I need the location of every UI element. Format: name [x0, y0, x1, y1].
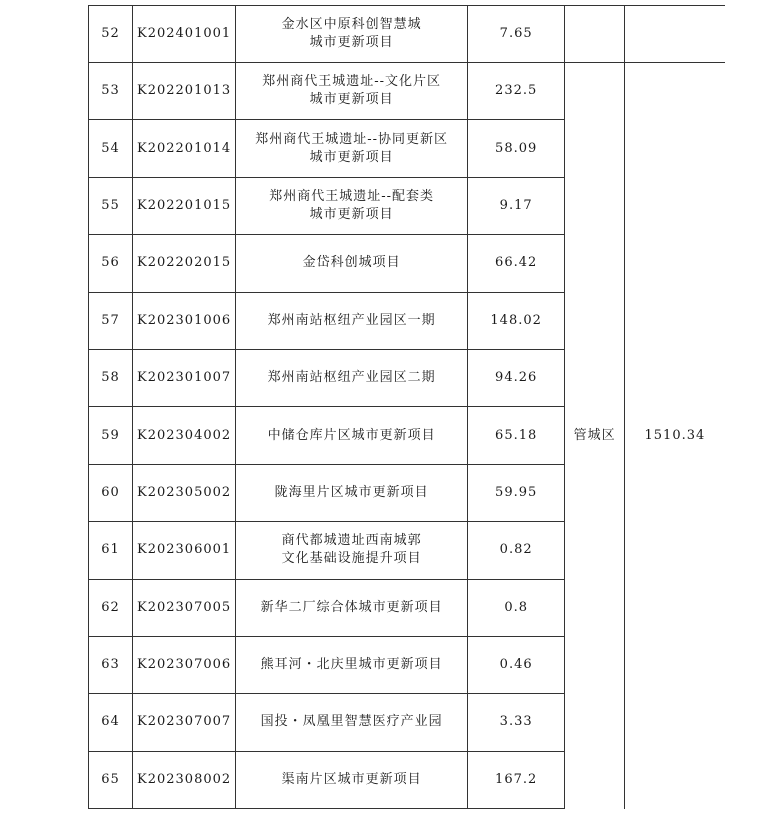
row-number: 52 — [89, 6, 133, 63]
project-name: 中储仓库片区城市更新项目 — [236, 407, 468, 464]
row-number: 57 — [89, 292, 133, 349]
project-area: 167.2 — [468, 751, 565, 808]
row-number: 53 — [89, 63, 133, 120]
project-code: K202201013 — [133, 63, 236, 120]
project-code: K202202015 — [133, 235, 236, 292]
row-number: 63 — [89, 636, 133, 693]
row-number: 64 — [89, 694, 133, 751]
project-area: 7.65 — [468, 6, 565, 63]
project-name: 郑州南站枢纽产业园区一期 — [236, 292, 468, 349]
project-name: 金水区中原科创智慧城 城市更新项目 — [236, 6, 468, 63]
project-name: 熊耳河・北庆里城市更新项目 — [236, 636, 468, 693]
project-name: 郑州南站枢纽产业园区二期 — [236, 349, 468, 406]
row-number: 61 — [89, 522, 133, 579]
project-name: 商代都城遗址西南城郭 文化基础设施提升项目 — [236, 522, 468, 579]
project-area: 0.46 — [468, 636, 565, 693]
project-code: K202301007 — [133, 349, 236, 406]
table-body — [89, 6, 725, 809]
project-name: 郑州商代王城遗址--协同更新区 城市更新项目 — [236, 120, 468, 177]
project-code: K202305002 — [133, 464, 236, 521]
district-cell-empty — [565, 6, 625, 63]
project-table — [88, 5, 725, 809]
row-number: 56 — [89, 235, 133, 292]
row-number: 59 — [89, 407, 133, 464]
row-number: 65 — [89, 751, 133, 808]
project-name: 金岱科创城项目 — [236, 235, 468, 292]
table-row — [89, 6, 725, 63]
project-name: 郑州商代王城遗址--文化片区 城市更新项目 — [236, 63, 468, 120]
row-number: 62 — [89, 579, 133, 636]
project-area: 59.95 — [468, 464, 565, 521]
project-code: K202304002 — [133, 407, 236, 464]
row-number: 54 — [89, 120, 133, 177]
project-area: 3.33 — [468, 694, 565, 751]
project-area: 66.42 — [468, 235, 565, 292]
project-code: K202201015 — [133, 177, 236, 234]
project-area: 65.18 — [468, 407, 565, 464]
project-code: K202201014 — [133, 120, 236, 177]
project-area: 9.17 — [468, 177, 565, 234]
project-code: K202307005 — [133, 579, 236, 636]
row-number: 60 — [89, 464, 133, 521]
total-area-cell: 1510.34 — [625, 63, 725, 809]
project-code: K202301006 — [133, 292, 236, 349]
project-area: 148.02 — [468, 292, 565, 349]
project-area: 0.82 — [468, 522, 565, 579]
project-name: 陇海里片区城市更新项目 — [236, 464, 468, 521]
project-area: 0.8 — [468, 579, 565, 636]
project-area: 58.09 — [468, 120, 565, 177]
row-number: 55 — [89, 177, 133, 234]
project-name: 渠南片区城市更新项目 — [236, 751, 468, 808]
project-code: K202306001 — [133, 522, 236, 579]
table-row — [89, 63, 725, 120]
project-code: K202308002 — [133, 751, 236, 808]
project-area: 232.5 — [468, 63, 565, 120]
row-number: 58 — [89, 349, 133, 406]
project-code: K202307006 — [133, 636, 236, 693]
project-code: K202307007 — [133, 694, 236, 751]
project-name: 郑州商代王城遗址--配套类 城市更新项目 — [236, 177, 468, 234]
district-cell: 管城区 — [565, 63, 625, 809]
project-area: 94.26 — [468, 349, 565, 406]
project-code: K202401001 — [133, 6, 236, 63]
project-name: 国投・凤凰里智慧医疗产业园 — [236, 694, 468, 751]
total-cell-empty — [625, 6, 725, 63]
project-name: 新华二厂综合体城市更新项目 — [236, 579, 468, 636]
